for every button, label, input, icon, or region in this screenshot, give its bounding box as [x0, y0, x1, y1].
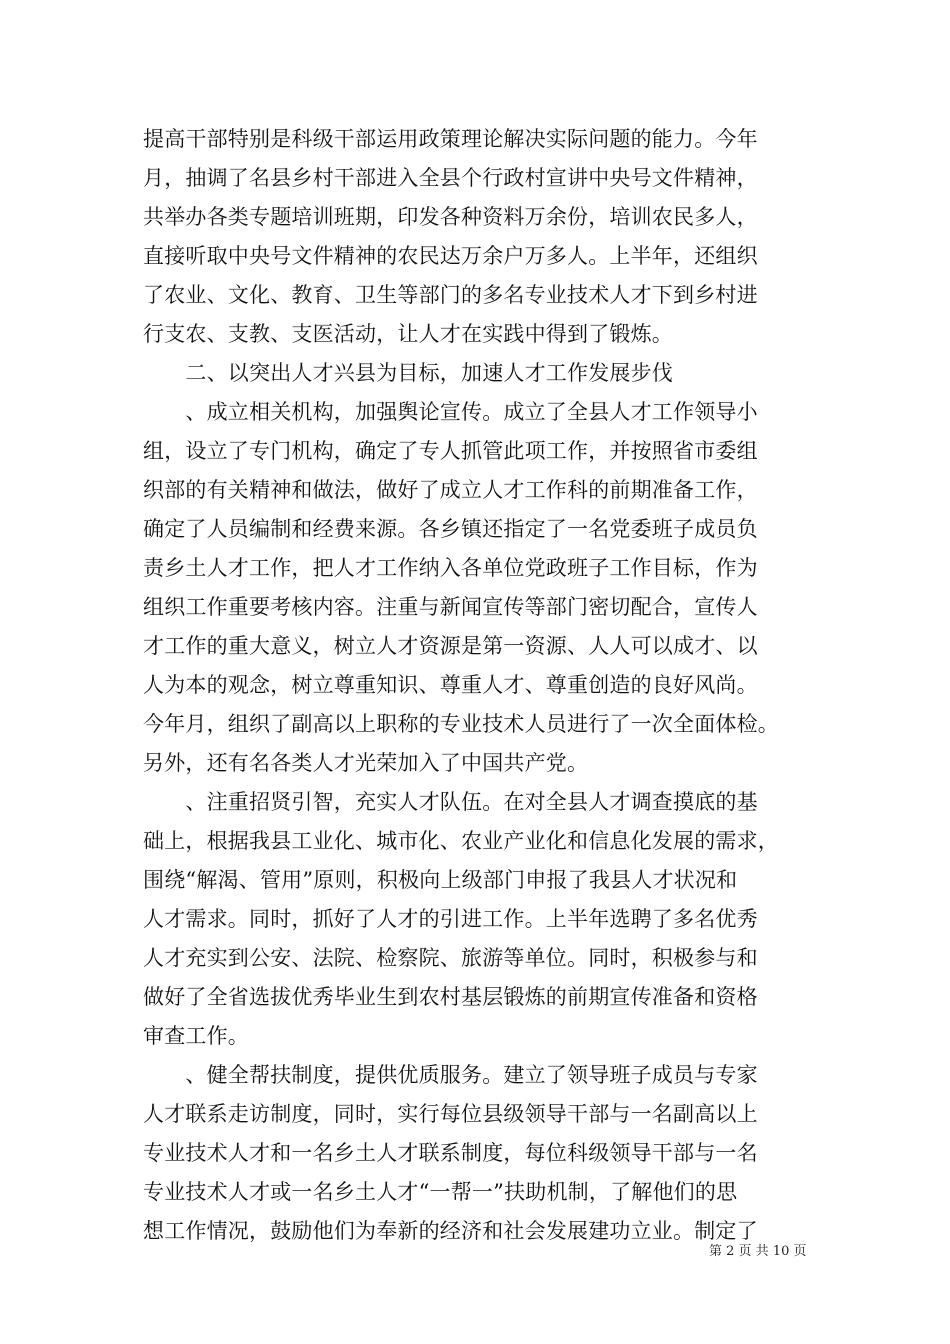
text-line: 审查工作。 [143, 1024, 249, 1048]
page-number-footer: 第 2 页 共 10 页 [709, 1244, 807, 1259]
text-line: 、健全帮扶制度，提供优质服务。建立了领导班子成员与专家 [143, 1063, 758, 1087]
text-line: 、注重招贤引智，充实人才队伍。在对全县人才调查摸底的基 [143, 790, 758, 814]
text-line: 另外，还有名各类人才光荣加入了中国共产党。 [143, 751, 589, 775]
text-line: 今年月，组织了副高以上职称的专业技术人员进行了一次全面体检。 [143, 712, 779, 736]
text-line: 专业技术人才或一名乡土人才“一帮一”扶助机制，了解他们的思 [143, 1180, 738, 1204]
text-line: 月，抽调了名县乡村干部进入全县个行政村宣讲中央号文件精神， [143, 166, 758, 190]
body-text [143, 120, 823, 1251]
text-line: 行支农、支教、支医活动，让人才在实践中得到了锻炼。 [143, 322, 673, 346]
text-line: 专业技术人才和一名乡土人才联系制度，每位科级领导干部与一名 [143, 1141, 758, 1165]
text-line: 组，设立了专门机构，确定了专人抓管此项工作，并按照省市委组 [143, 439, 758, 463]
text-line: 人才需求。同时，抓好了人才的引进工作。上半年选聘了多名优秀 [143, 907, 758, 931]
text-line: 人才联系走访制度，同时，实行每位县级领导干部与一名副高以上 [143, 1102, 758, 1126]
text-line: 做好了全省选拔优秀毕业生到农村基层锻炼的前期宣传准备和资格 [143, 985, 758, 1009]
text-line: 了农业、文化、教育、卫生等部门的多名专业技术人才下到乡村进 [143, 283, 758, 307]
text-line: 确定了人员编制和经费来源。各乡镇还指定了一名党委班子成员负 [143, 517, 758, 541]
text-line: 想工作情况，鼓励他们为奉新的经济和社会发展建功立业。制定了 [143, 1219, 758, 1243]
text-line: 人为本的观念，树立尊重知识、尊重人才、尊重创造的良好风尚。 [143, 673, 758, 697]
text-line: 、成立相关机构，加强舆论宣传。成立了全县人才工作领导小 [143, 400, 758, 424]
text-line: 围绕“解渴、管用”原则，积极向上级部门申报了我县人才状况和 [143, 868, 738, 892]
text-line: 共举办各类专题培训班期，印发各种资料万余份，培训农民多人， [143, 205, 758, 229]
section-heading: 二、以突出人才兴县为目标，加速人才工作发展步伐 [143, 361, 673, 385]
text-line: 责乡土人才工作，把人才工作纳入各单位党政班子工作目标，作为 [143, 556, 758, 580]
text-line: 组织工作重要考核内容。注重与新闻宣传等部门密切配合，宣传人 [143, 595, 758, 619]
text-line: 础上，根据我县工业化、城市化、农业产业化和信息化发展的需求， [143, 829, 779, 853]
text-line: 人才充实到公安、法院、检察院、旅游等单位。同时，积极参与和 [143, 946, 758, 970]
text-line: 提高干部特别是科级干部运用政策理论解决实际问题的能力。今年 [143, 127, 758, 151]
text-line: 织部的有关精神和做法，做好了成立人才工作科的前期准备工作， [143, 478, 758, 502]
text-line: 才工作的重大意义，树立人才资源是第一资源、人人可以成才、以 [143, 634, 758, 658]
text-line: 直接听取中央号文件精神的农民达万余户万多人。上半年，还组织 [143, 244, 758, 268]
